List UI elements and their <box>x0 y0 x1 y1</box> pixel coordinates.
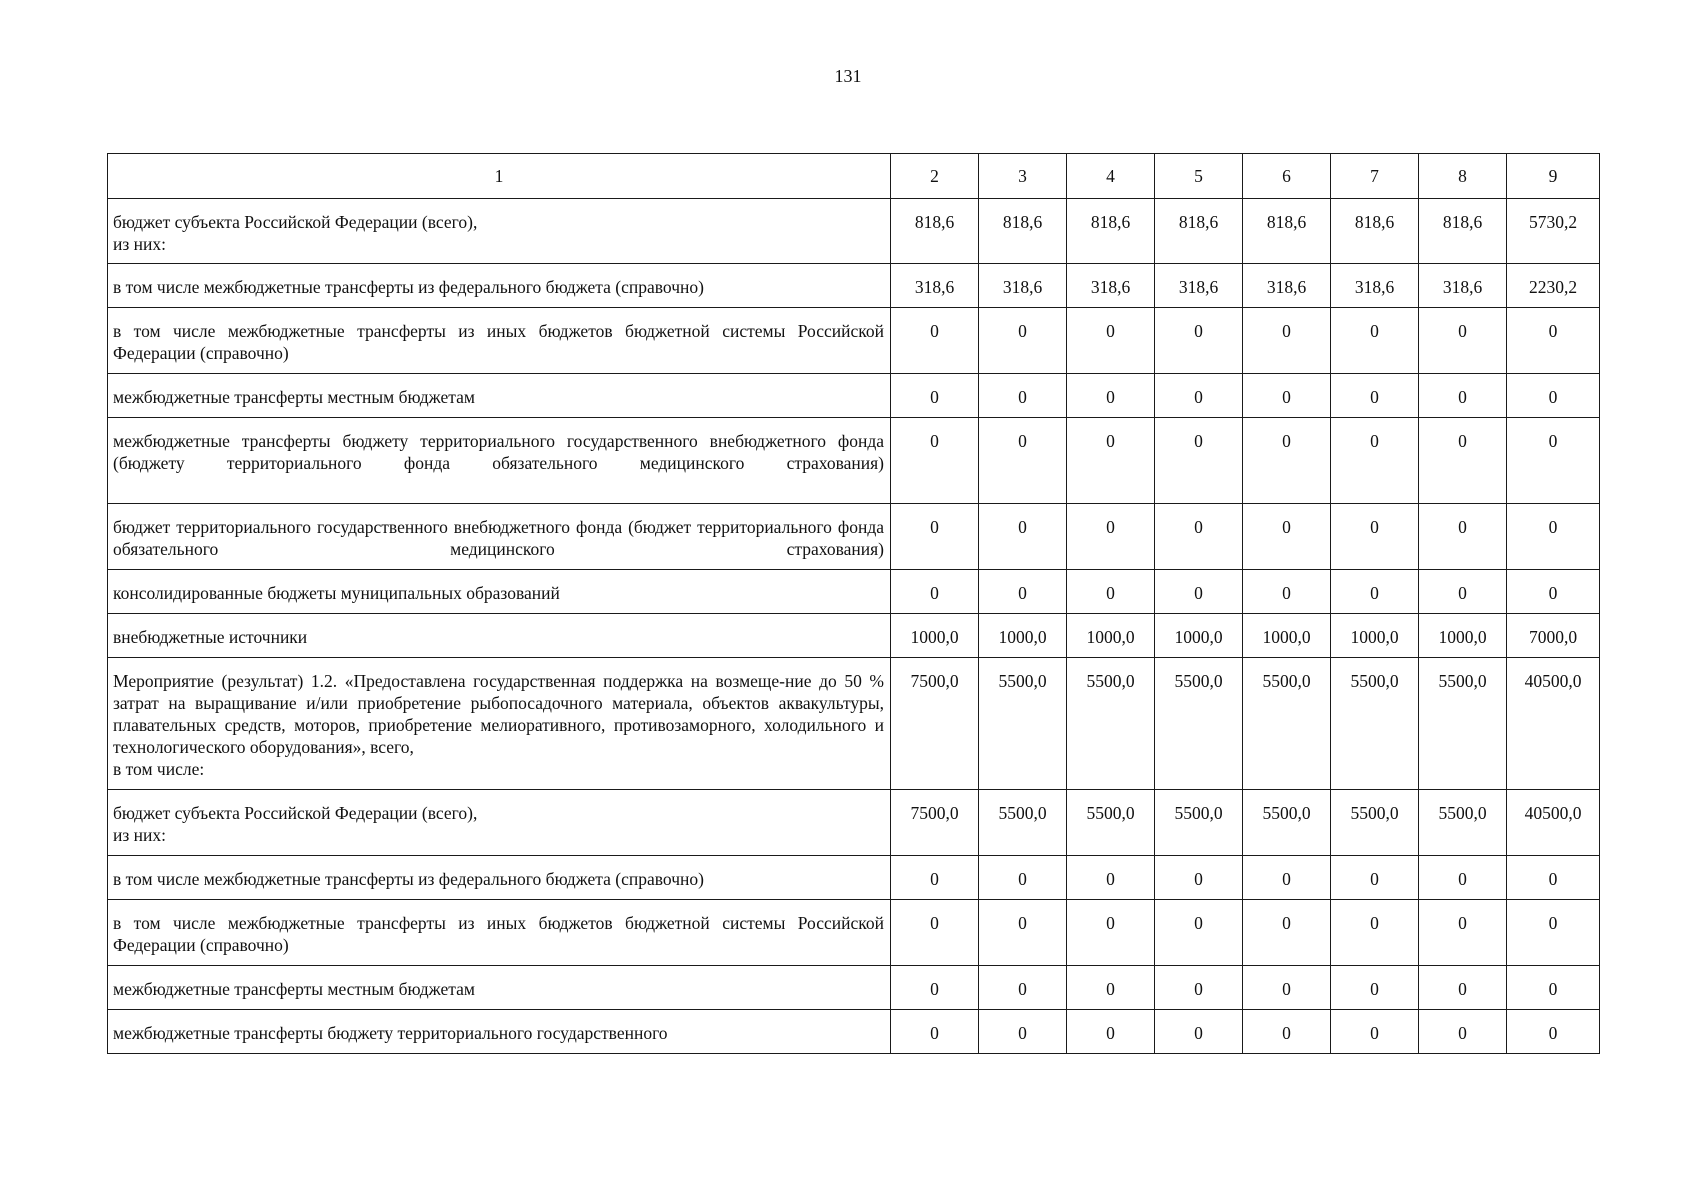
row-label <box>108 504 891 570</box>
row-value: 0 <box>1419 504 1507 570</box>
row-value: 0 <box>1067 308 1155 374</box>
row-value: 5500,0 <box>1331 658 1419 790</box>
row-value: 0 <box>1331 856 1419 900</box>
row-label-line: Мероприятие (результат) 1.2. «Предоставлена государственная поддержка на возмеще-ние до 50 % затрат на выращивание и/или приобретение рыбопосадочного материала, объектов аквакультуры, плавательных средств, моторов, приобретение мелиоративного, противозаморного, холодильного и технологического оборудования», всего, <box>113 671 884 757</box>
row-value: 5500,0 <box>1419 790 1507 856</box>
row-value: 0 <box>1155 1010 1243 1054</box>
row-value: 5500,0 <box>1331 790 1419 856</box>
row-value: 0 <box>1067 1010 1155 1054</box>
column-header: 7 <box>1331 154 1419 199</box>
row-value: 2230,2 <box>1507 264 1600 308</box>
row-value: 5500,0 <box>979 790 1067 856</box>
row-value: 0 <box>1067 504 1155 570</box>
row-value: 0 <box>1331 308 1419 374</box>
row-value: 0 <box>1243 900 1331 966</box>
row-value: 0 <box>979 856 1067 900</box>
table-row <box>108 264 1600 308</box>
table-row <box>108 199 1600 264</box>
row-label <box>108 790 891 856</box>
table-row <box>108 614 1600 658</box>
row-value: 0 <box>1331 504 1419 570</box>
row-label-line: внебюджетные источники <box>113 627 308 647</box>
row-label-line: бюджет субъекта Российской Федерации (всего), <box>113 803 478 823</box>
row-value: 0 <box>1331 1010 1419 1054</box>
row-value: 0 <box>891 308 979 374</box>
column-header: 2 <box>891 154 979 199</box>
row-value: 0 <box>1243 1010 1331 1054</box>
row-value: 5500,0 <box>1155 658 1243 790</box>
row-value: 5500,0 <box>1419 658 1507 790</box>
table-row <box>108 418 1600 504</box>
row-value: 0 <box>1419 374 1507 418</box>
row-value: 0 <box>891 570 979 614</box>
row-value: 0 <box>891 374 979 418</box>
table-row <box>108 1010 1600 1054</box>
row-value: 0 <box>1507 856 1600 900</box>
row-label-line: межбюджетные трансферты местным бюджетам <box>113 387 475 407</box>
row-value: 818,6 <box>1419 199 1507 264</box>
row-label-line: в том числе межбюджетные трансферты из федерального бюджета (справочно) <box>113 277 704 297</box>
row-value: 0 <box>1331 570 1419 614</box>
row-value: 5500,0 <box>1067 790 1155 856</box>
row-value: 0 <box>891 966 979 1010</box>
column-header: 5 <box>1155 154 1243 199</box>
row-value: 5730,2 <box>1507 199 1600 264</box>
row-value: 1000,0 <box>1331 614 1419 658</box>
row-value: 1000,0 <box>1243 614 1331 658</box>
column-header: 1 <box>108 154 891 199</box>
column-header: 3 <box>979 154 1067 199</box>
table-row <box>108 856 1600 900</box>
row-label-line: бюджет субъекта Российской Федерации (всего), <box>113 212 478 232</box>
row-label-line: межбюджетные трансферты бюджету территориального государственного внебюджетного фонда (бюджету территориального фонда обязательного медицинского страхования) <box>113 431 884 473</box>
table-row <box>108 308 1600 374</box>
row-value: 0 <box>1507 418 1600 504</box>
row-value: 5500,0 <box>979 658 1067 790</box>
row-value: 318,6 <box>979 264 1067 308</box>
row-value: 0 <box>979 504 1067 570</box>
row-value: 0 <box>1243 418 1331 504</box>
row-label <box>108 614 891 658</box>
row-value: 0 <box>1419 856 1507 900</box>
row-value: 0 <box>1419 900 1507 966</box>
row-value: 0 <box>1419 1010 1507 1054</box>
row-value: 0 <box>1155 570 1243 614</box>
row-label <box>108 308 891 374</box>
row-value: 0 <box>1331 374 1419 418</box>
row-value: 0 <box>979 308 1067 374</box>
row-value: 0 <box>979 570 1067 614</box>
row-value: 818,6 <box>1155 199 1243 264</box>
row-label <box>108 264 891 308</box>
row-value: 0 <box>1331 418 1419 504</box>
table-row <box>108 900 1600 966</box>
row-value: 0 <box>1419 966 1507 1010</box>
row-label-line: бюджет территориального государственного внебюджетного фонда (бюджет территориального фонда обязательного медицинского страхования) <box>113 517 884 559</box>
row-value: 40500,0 <box>1507 658 1600 790</box>
row-value: 0 <box>1155 374 1243 418</box>
row-value: 818,6 <box>979 199 1067 264</box>
row-value: 1000,0 <box>979 614 1067 658</box>
column-header: 9 <box>1507 154 1600 199</box>
row-label-line: из них: <box>113 825 166 845</box>
row-value: 0 <box>1507 570 1600 614</box>
row-label-line: в том числе межбюджетные трансферты из федерального бюджета (справочно) <box>113 869 704 889</box>
row-label-line: в том числе межбюджетные трансферты из иных бюджетов бюджетной системы Российской Федерации (справочно) <box>113 913 884 955</box>
row-value: 7000,0 <box>1507 614 1600 658</box>
row-value: 1000,0 <box>1155 614 1243 658</box>
row-value: 7500,0 <box>891 790 979 856</box>
row-value: 0 <box>1067 856 1155 900</box>
row-value: 0 <box>1067 570 1155 614</box>
row-value: 818,6 <box>1243 199 1331 264</box>
row-value: 0 <box>1507 966 1600 1010</box>
row-label-line: из них: <box>113 234 166 254</box>
row-value: 818,6 <box>1331 199 1419 264</box>
table-row <box>108 374 1600 418</box>
row-label <box>108 418 891 504</box>
row-value: 0 <box>1243 308 1331 374</box>
row-value: 0 <box>1155 504 1243 570</box>
row-value: 0 <box>1243 966 1331 1010</box>
row-label <box>108 199 891 264</box>
row-value: 0 <box>1243 856 1331 900</box>
row-value: 0 <box>979 374 1067 418</box>
row-label-line: в том числе: <box>113 759 205 779</box>
row-value: 7500,0 <box>891 658 979 790</box>
row-value: 0 <box>891 418 979 504</box>
row-value: 0 <box>1507 504 1600 570</box>
row-value: 5500,0 <box>1243 658 1331 790</box>
row-value: 318,6 <box>1331 264 1419 308</box>
row-value: 0 <box>1419 418 1507 504</box>
column-header: 4 <box>1067 154 1155 199</box>
row-value: 0 <box>1243 374 1331 418</box>
row-value: 0 <box>1067 900 1155 966</box>
column-header: 8 <box>1419 154 1507 199</box>
row-label-line: межбюджетные трансферты бюджету территориального государственного <box>113 1023 668 1043</box>
row-value: 0 <box>1507 374 1600 418</box>
row-value: 0 <box>1507 900 1600 966</box>
row-value: 818,6 <box>891 199 979 264</box>
budget-table <box>107 153 1600 1054</box>
row-value: 1000,0 <box>1067 614 1155 658</box>
column-header: 6 <box>1243 154 1331 199</box>
row-value: 0 <box>1067 418 1155 504</box>
row-value: 0 <box>1155 966 1243 1010</box>
row-value: 318,6 <box>891 264 979 308</box>
row-value: 0 <box>979 418 1067 504</box>
row-value: 40500,0 <box>1507 790 1600 856</box>
row-label <box>108 856 891 900</box>
row-value: 0 <box>891 900 979 966</box>
row-value: 0 <box>1155 856 1243 900</box>
table-row <box>108 658 1600 790</box>
row-value: 0 <box>1067 966 1155 1010</box>
page-number: 131 <box>834 66 862 86</box>
row-value: 0 <box>1243 504 1331 570</box>
row-label <box>108 658 891 790</box>
table-body <box>108 199 1600 1054</box>
row-value: 318,6 <box>1243 264 1331 308</box>
table-row <box>108 966 1600 1010</box>
row-value: 5500,0 <box>1155 790 1243 856</box>
row-value: 0 <box>1155 418 1243 504</box>
table-row <box>108 570 1600 614</box>
row-value: 0 <box>1331 966 1419 1010</box>
row-value: 0 <box>1155 308 1243 374</box>
table-row <box>108 504 1600 570</box>
row-value: 0 <box>1243 570 1331 614</box>
row-value: 0 <box>979 966 1067 1010</box>
row-value: 0 <box>1155 900 1243 966</box>
row-value: 0 <box>891 856 979 900</box>
row-label <box>108 374 891 418</box>
row-value: 5500,0 <box>1067 658 1155 790</box>
row-value: 1000,0 <box>891 614 979 658</box>
row-value: 0 <box>891 1010 979 1054</box>
row-label-line: межбюджетные трансферты местным бюджетам <box>113 979 475 999</box>
row-value: 0 <box>1331 900 1419 966</box>
table-row <box>108 790 1600 856</box>
row-label <box>108 570 891 614</box>
row-value: 1000,0 <box>1419 614 1507 658</box>
row-value: 0 <box>1067 374 1155 418</box>
row-value: 318,6 <box>1419 264 1507 308</box>
row-value: 0 <box>979 1010 1067 1054</box>
row-label <box>108 900 891 966</box>
row-label <box>108 966 891 1010</box>
row-label-line: в том числе межбюджетные трансферты из иных бюджетов бюджетной системы Российской Федерации (справочно) <box>113 321 884 363</box>
row-value: 0 <box>979 900 1067 966</box>
row-value: 0 <box>1507 1010 1600 1054</box>
header-row <box>108 154 1600 199</box>
row-label-line: консолидированные бюджеты муниципальных образований <box>113 583 560 603</box>
row-value: 5500,0 <box>1243 790 1331 856</box>
row-value: 318,6 <box>1155 264 1243 308</box>
row-label <box>108 1010 891 1054</box>
row-value: 0 <box>1419 308 1507 374</box>
row-value: 0 <box>1419 570 1507 614</box>
row-value: 818,6 <box>1067 199 1155 264</box>
row-value: 318,6 <box>1067 264 1155 308</box>
row-value: 0 <box>1507 308 1600 374</box>
row-value: 0 <box>891 504 979 570</box>
